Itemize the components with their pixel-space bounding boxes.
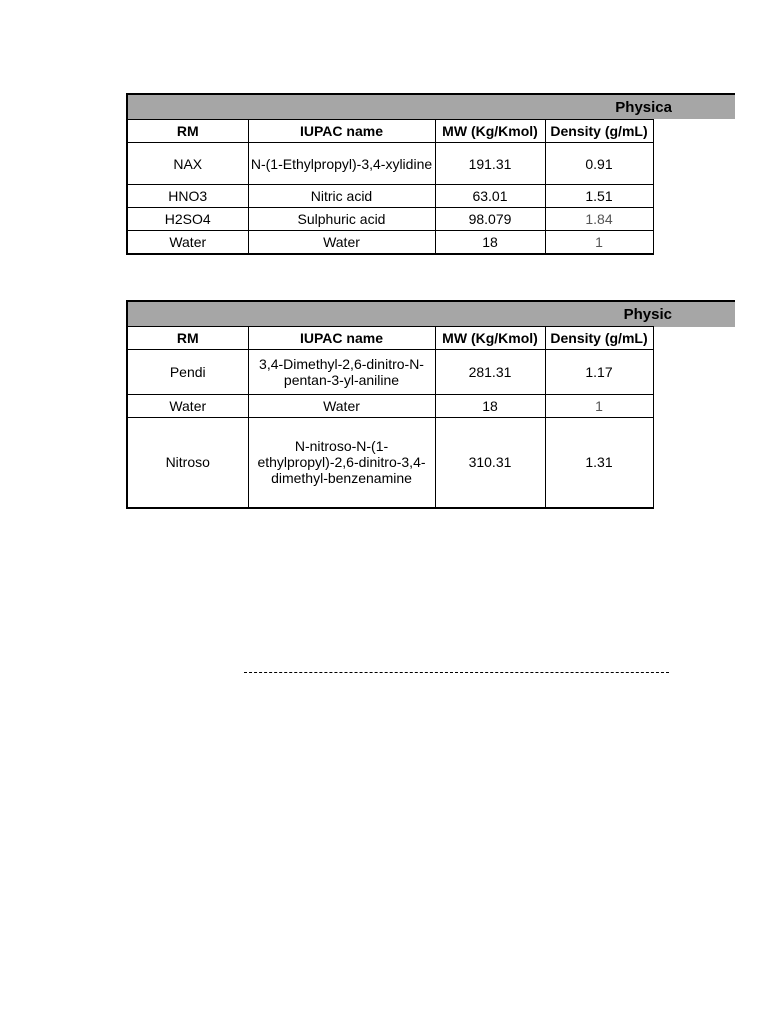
mw-cell: 281.31 xyxy=(435,350,545,395)
table2-header-density: Density (g/mL) xyxy=(545,327,653,350)
mw-cell: 18 xyxy=(435,395,545,418)
table1-header-mw: MW (Kg/Kmol) xyxy=(435,120,545,143)
table1-title-band xyxy=(126,93,735,119)
iupac-cell: N-nitroso-N-(1-ethylpropyl)-2,6-dinitro-3,4-dimethyl-benzenamine xyxy=(248,418,435,508)
rm-cell: Pendi xyxy=(127,350,248,395)
table2-title-band xyxy=(126,300,735,327)
table2-header-rm: RM xyxy=(127,327,248,350)
density-cell: 1 xyxy=(545,231,653,254)
density-cell: 1 xyxy=(545,395,653,418)
dashed-separator xyxy=(244,672,669,673)
density-cell: 0.91 xyxy=(545,143,653,185)
table2 xyxy=(126,326,654,509)
table-row xyxy=(127,185,653,208)
table1-header-row xyxy=(127,120,653,143)
mw-cell: 310.31 xyxy=(435,418,545,508)
table-row xyxy=(127,231,653,254)
mw-cell: 63.01 xyxy=(435,185,545,208)
rm-cell: Water xyxy=(127,231,248,254)
mw-cell: 191.31 xyxy=(435,143,545,185)
density-cell: 1.17 xyxy=(545,350,653,395)
table1-header-density: Density (g/mL) xyxy=(545,120,653,143)
iupac-cell: Water xyxy=(248,395,435,418)
rm-cell: HNO3 xyxy=(127,185,248,208)
table-row xyxy=(127,143,653,185)
table2-header-mw: MW (Kg/Kmol) xyxy=(435,327,545,350)
table-row xyxy=(127,208,653,231)
table-row xyxy=(127,395,653,418)
table1-header-rm: RM xyxy=(127,120,248,143)
rm-cell: Water xyxy=(127,395,248,418)
density-cell: 1.51 xyxy=(545,185,653,208)
table-row xyxy=(127,418,653,508)
density-cell: 1.31 xyxy=(545,418,653,508)
iupac-cell: Water xyxy=(248,231,435,254)
table2-header-row xyxy=(127,327,653,350)
table-row xyxy=(127,350,653,395)
iupac-cell: Sulphuric acid xyxy=(248,208,435,231)
iupac-cell: Nitric acid xyxy=(248,185,435,208)
table1 xyxy=(126,119,654,255)
table2-title: Physic xyxy=(623,306,672,323)
rm-cell: H2SO4 xyxy=(127,208,248,231)
rm-cell: NAX xyxy=(127,143,248,185)
rm-cell: Nitroso xyxy=(127,418,248,508)
mw-cell: 18 xyxy=(435,231,545,254)
mw-cell: 98.079 xyxy=(435,208,545,231)
table1-title: Physica xyxy=(615,98,672,116)
density-cell: 1.84 xyxy=(545,208,653,231)
iupac-cell: N-(1-Ethylpropyl)-3,4-xylidine xyxy=(248,143,435,185)
iupac-cell: 3,4-Dimethyl-2,6-dinitro-N-pentan-3-yl-aniline xyxy=(248,350,435,395)
table2-header-iupac: IUPAC name xyxy=(248,327,435,350)
table1-header-iupac: IUPAC name xyxy=(248,120,435,143)
